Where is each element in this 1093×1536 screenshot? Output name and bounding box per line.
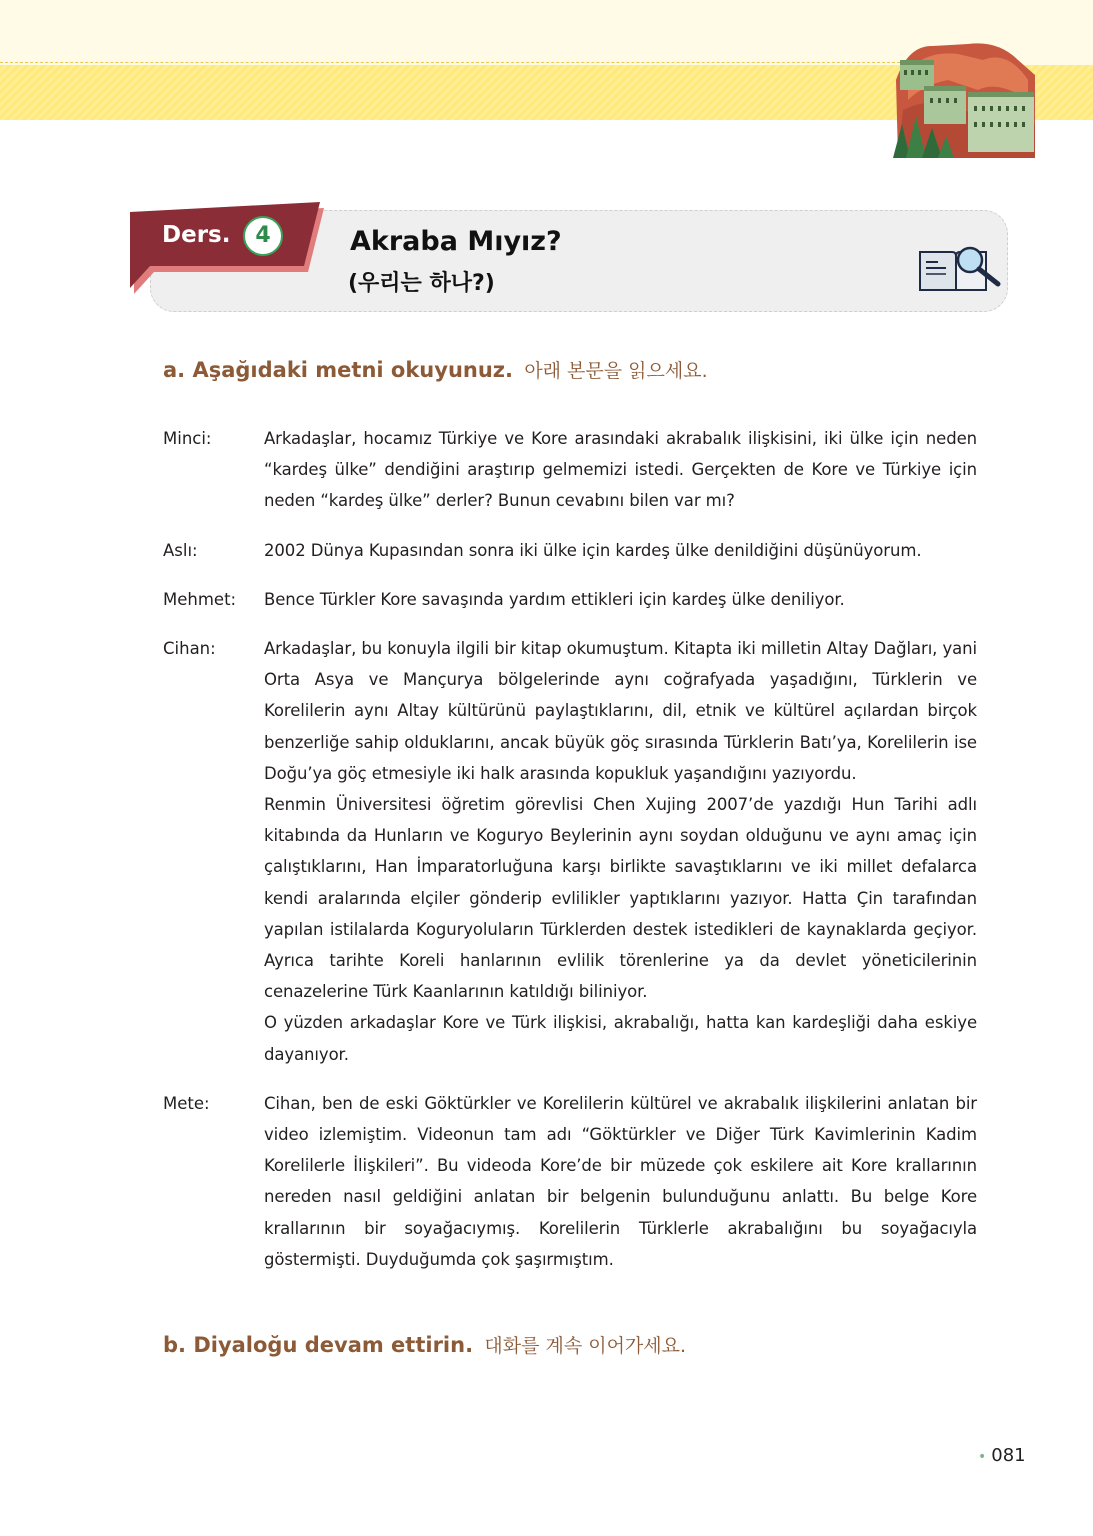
speech-paragraph: Arkadaşlar, bu konuyla ilgili bir kitap okumuştum. Kitapta iki milletin Altay Dağları, yani Orta Asya ve Mançurya bölgelerinde aynı coğrafyada yaşadığını, Türklerin ve Korelilerin aynı Altay kültürünü paylaştıklarını, dil, etnik ve kültürel açılardan birçok benzerliğe sahip olduklarını, ancak büyük göç sırasında Türklerin Batı’ya, Korelilerin ise Doğu’ya göç etmesiyle iki halk arasında kopukluk yaşandığını yazıyordu.: [264, 639, 977, 783]
speech-paragraph: Cihan, ben de eski Göktürkler ve Korelilerin kültürel ve akrabalık ilişkilerini anlatan bir video izlemiştim. Videonun tam adı “Göktürkler ve Diğer Türk Kavimlerinin Kadim Korelilerle İlişkileri”. Bu videoda Kore’de bir müzede çok eskilere ait Kore krallarının nereden nasıl geldiğini anlatan bir belgenin bulunduğunu anlattı. Bu belge Kore krallarının bir soyağacıymış. Korelilerin Türklerle akrabalığını bu soyağacıyla göstermişti. Duyduğumda çok şaşırmıştım.: [264, 1093, 977, 1269]
speech: [264, 423, 977, 517]
dialogue: [163, 423, 977, 1293]
section-a-title: a. Aşağıdaki metni okuyunuz.: [163, 358, 513, 382]
dialogue-turn: [163, 535, 977, 566]
speech-paragraph: 2002 Dünya Kupasından sonra iki ülke için kardeş ülke denildiğini düşünüyorum.: [264, 540, 922, 560]
section-a-heading: [163, 356, 708, 383]
lesson-number-badge: 4: [243, 216, 283, 256]
lesson-label: Ders.: [162, 222, 231, 248]
section-b-korean: 대화를 계속 이어가세요.: [484, 1335, 687, 1357]
speech: [264, 535, 977, 566]
speaker-name: Cihan:: [163, 639, 216, 659]
dialogue-turn: [163, 1088, 977, 1275]
lesson-ribbon: [128, 200, 328, 296]
speaker-name: Aslı:: [163, 540, 198, 560]
section-b-title: b. Diyaloğu devam ettirin.: [163, 1333, 474, 1357]
dialogue-turn: [163, 423, 977, 517]
speech: [264, 584, 977, 615]
speech-paragraph: Arkadaşlar, hocamız Türkiye ve Kore arasındaki akrabalık ilişkisini, iki ülke için neden “kardeş ülke” dendiğini araştırıp gelmemizi istedi. Gerçekten de Kore ve Türkiye için neden “kardeş ülke” derler? Bunun cevabını bilen var mı?: [264, 429, 977, 511]
dialogue-turn: [163, 584, 977, 615]
speech: [264, 1088, 977, 1275]
section-a-korean: 아래 본문을 읽으세요.: [524, 360, 708, 382]
lesson-subtitle: (우리는 하나?): [348, 271, 495, 296]
page-number-value: 081: [991, 1445, 1026, 1466]
cliff-monastery-illustration: [888, 40, 1038, 158]
lesson-title: Akraba Mıyız?: [350, 226, 562, 257]
speech-paragraph: Renmin Üniversitesi öğretim görevlisi Chen Xujing 2007’de yazdığı Hun Tarihi adlı kitabında da Hunların ve Koguryo Beylerinin aynı soydan olduğunu ve aynı amaç için çalıştıklarını, Han İmparatorluğuna karşı birlikte savaştıklarını ve iki millet defalarca kendi aralarında elçiler gönderip evlilikler yaptıklarını yazıyor. Hatta Çin tarafından yapılan istilalarda Koguryoluların Türklerden destek istedikleri de kaynaklarda geçiyor. Ayrıca tarihte Koreli hanlarının evlilik törenlerine ya da devlet yöneticilerinin cenazelerine Türk Kaanlarının katıldığı biliniyor.: [264, 795, 977, 1002]
section-b-heading: [163, 1331, 686, 1358]
speech-paragraph: O yüzden arkadaşlar Kore ve Türk ilişkisi, akrabalığı, hatta kan kardeşliği daha eskiye dayanıyor.: [264, 1013, 977, 1064]
speaker-name: Mete:: [163, 1093, 210, 1113]
speech-paragraph: Bence Türkler Kore savaşında yardım ettikleri için kardeş ülke deniliyor.: [264, 589, 845, 609]
speech: [264, 633, 977, 1070]
page-dot-icon: •: [978, 1449, 987, 1465]
speaker-name: Minci:: [163, 429, 212, 448]
speaker-name: Mehmet:: [163, 589, 237, 609]
top-dashed-line: [0, 62, 900, 63]
book-magnifier-icon: [916, 244, 1002, 294]
page-number: [978, 1445, 1026, 1466]
dialogue-turn: [163, 633, 977, 1070]
